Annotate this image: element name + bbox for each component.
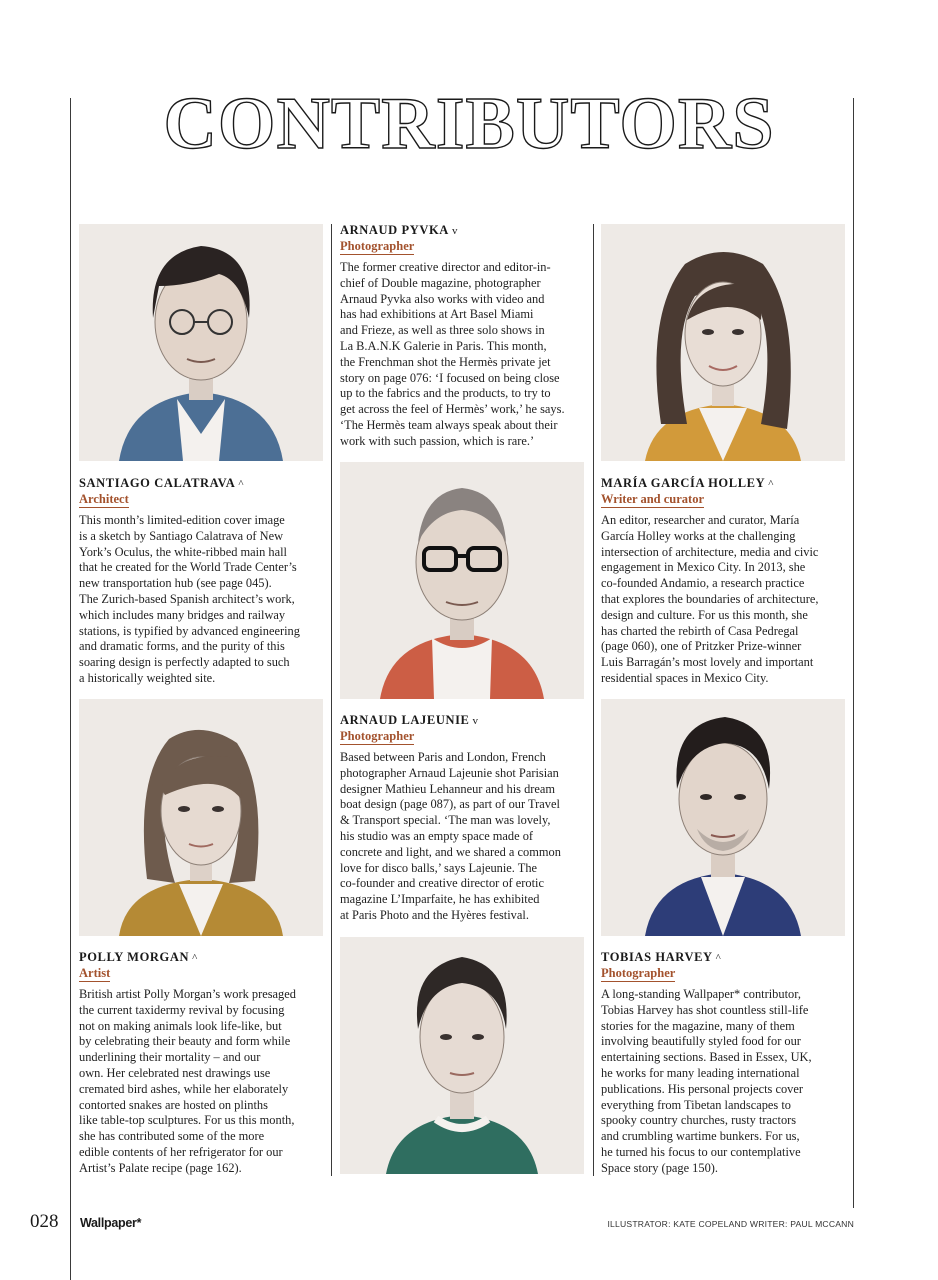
contributor-role: Artist <box>79 966 111 980</box>
portrait-polly-morgan <box>79 699 323 936</box>
contributor-bio: A long-standing Wallpaper* contributor, Tobias Harvey has shot countless still-life stories for the magazine, many of them involving beautifully styled food for our entertaining sections. Based in Essex, UK, he works for many leading international publications. His personal projects cover everything from Tibetan landscapes to spooky country churches, rusty tractors and crumbling wartime bunkers. For us, he turned his focus to our contemplative Space story (page 150). <box>601 987 812 1175</box>
column-rule-1 <box>331 224 332 1176</box>
illustration-arnaud-lajeunie <box>340 937 584 1174</box>
portrait-santiago-calatrava <box>79 224 323 461</box>
illustration-tobias-harvey <box>601 699 845 936</box>
right-margin-rule <box>853 98 854 1208</box>
contributor-role: Photographer <box>601 966 676 980</box>
illustration-arnaud-pyvka <box>340 462 584 699</box>
contributor-role: Photographer <box>340 239 415 253</box>
portrait-maria-garcia-holley <box>601 224 845 461</box>
caret-up-icon: ^ <box>192 952 198 964</box>
jacket-shape <box>386 1115 538 1174</box>
contributor-bio: This month’s limited-edition cover image is a sketch by Santiago Calatrava of New York’s Oculus, the white-ribbed main hall that he created for the World Trade Center’s new transportation hub (see page 045). The Zurich-based Spanish architect’s work, which includes many bridges and railway stations, is typified by advanced engineering and dramatic forms, and the purity of this soaring design is perfectly adapted to such a historically weighted site. <box>79 513 300 685</box>
illustration-maria-garcia-holley <box>601 224 845 461</box>
magazine-logo: Wallpaper* <box>80 1216 142 1230</box>
page-number: 028 <box>30 1211 59 1232</box>
caret-down-icon: v <box>451 225 459 237</box>
contributor-bio: Based between Paris and London, French photographer Arnaud Lajeunie shot Parisian designer Mathieu Lehanneur and his dream boat design (page 087), as part of our Travel & Transport special. ‘The man was lovely, his studio was an empty space made of concrete and light, and we shared a common love for disco balls,’ says Lajeunie. The co-founder and creative director of erotic magazine L’Imparfaite, he has exhibited at Paris Photo and the Hyères festival. <box>340 750 561 922</box>
portrait-arnaud-lajeunie <box>340 937 584 1174</box>
contributor-name: SANTIAGO CALATRAVA ^ <box>79 476 245 490</box>
page-title: CONTRIBUTORS <box>163 83 775 165</box>
contributor-role: Photographer <box>340 729 415 743</box>
contributor-name: MARÍA GARCÍA HOLLEY ^ <box>601 476 774 490</box>
caret-up-icon: ^ <box>768 478 774 490</box>
contributor-role: Architect <box>79 492 129 506</box>
contributor-name: POLLY MORGAN ^ <box>79 950 198 964</box>
contributor-bio: British artist Polly Morgan’s work presaged the current taxidermy revival by focusing not on making animals look life-like, but by celebrating their beauty and form while underlining their mortality – and our own. Her celebrated nest drawings use cremated bird ashes, while her elaborately contorted snakes are hosted on plinths like table-top sculptures. For us this month, she has contributed some of the more edible contents of her refrigerator for our Artist’s Palate recipe (page 162). <box>79 987 296 1175</box>
caret-up-icon: ^ <box>238 478 245 490</box>
left-margin-rule <box>70 98 71 1280</box>
contributor-bio: An editor, researcher and curator, María García Holley works at the challenging intersection of architecture, media and civic engagement in Mexico City. In 2013, she co-founded Andamio, a research practice that explores the boundaries of architecture, design and culture. For us this month, she has charted the rebirth of Casa Pedregal (page 060), one of Pritzker Prize-winner Luis Barragán’s most lovely and important residential spaces in Mexico City. <box>601 513 819 685</box>
contributor-role: Writer and curator <box>601 492 704 506</box>
contributor-name: ARNAUD LAJEUNIE v <box>340 713 479 727</box>
contributor-name: ARNAUD PYVKA v <box>340 223 459 237</box>
contributor-bio: The former creative director and editor-in- chief of Double magazine, photographer Arnaud Pyvka also works with video and has had exhibitions at Art Basel Miami and Frieze, as well as three solo shows in La B.A.N.K Galerie in Paris. This month, the Frenchman shot the Hermès private jet story on page 076: ‘I focused on being close up to the fabrics and the products, to try to get across the feel of Hermès’ work,’ he says. ‘The Hermès team always speak about their work with such passion, which is rare.’ <box>340 260 565 448</box>
portrait-arnaud-pyvka <box>340 462 584 699</box>
illustration-santiago-calatrava <box>79 224 323 461</box>
illustration-polly-morgan <box>79 699 323 936</box>
caret-down-icon: v <box>472 715 479 727</box>
portrait-tobias-harvey <box>601 699 845 936</box>
contributor-name: TOBIAS HARVEY ^ <box>601 950 722 964</box>
caret-up-icon: ^ <box>715 952 722 964</box>
column-rule-2 <box>593 224 594 1176</box>
page-credits: ILLUSTRATOR: KATE COPELAND WRITER: PAUL MCCANN <box>607 1219 854 1229</box>
